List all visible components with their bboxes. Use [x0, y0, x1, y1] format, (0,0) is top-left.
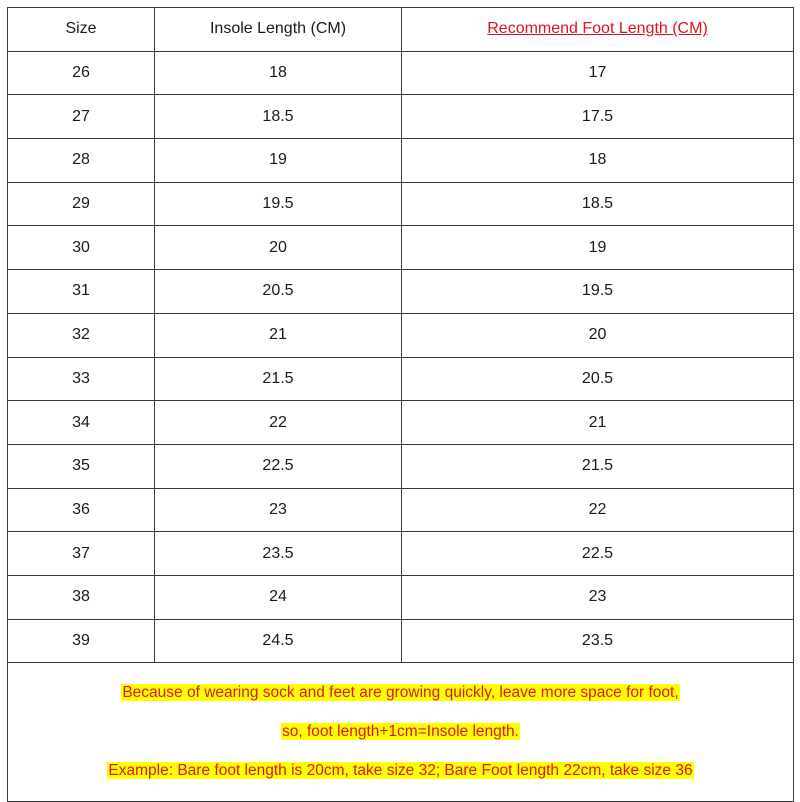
cell-foot-length: 17: [402, 51, 794, 95]
cell-size: 29: [8, 182, 155, 226]
cell-insole-length: 23.5: [155, 532, 402, 576]
cell-insole-length: 22: [155, 401, 402, 445]
table-row: [8, 444, 794, 488]
note-line-2: [8, 721, 793, 743]
table-row: [8, 357, 794, 401]
note-line-3: [8, 760, 793, 782]
cell-insole-length: 24.5: [155, 619, 402, 663]
cell-size: 35: [8, 444, 155, 488]
table-row: [8, 51, 794, 95]
table-row: [8, 95, 794, 139]
cell-foot-length: 18: [402, 139, 794, 183]
note-cell: [8, 663, 794, 802]
table-row: [8, 226, 794, 270]
cell-size: 34: [8, 401, 155, 445]
header-recommend-foot-length: Recommend Foot Length (CM): [402, 8, 794, 52]
size-chart: [7, 7, 793, 794]
table-row: [8, 488, 794, 532]
cell-foot-length: 17.5: [402, 95, 794, 139]
table-row: [8, 139, 794, 183]
note-text-3: Example: Bare foot length is 20cm, take size 32; Bare Foot length 22cm, take size 36: [108, 762, 693, 780]
note-text-2: so, foot length+1cm=Insole length.: [282, 723, 519, 741]
cell-insole-length: 23: [155, 488, 402, 532]
table-row: [8, 532, 794, 576]
cell-foot-length: 20.5: [402, 357, 794, 401]
cell-insole-length: 20: [155, 226, 402, 270]
cell-size: 33: [8, 357, 155, 401]
note-text-1: Because of wearing sock and feet are growing quickly, leave more space for foot,: [122, 684, 679, 702]
note-line-1: [8, 682, 793, 704]
cell-size: 30: [8, 226, 155, 270]
cell-insole-length: 21.5: [155, 357, 402, 401]
size-table: [7, 7, 794, 802]
header-size: Size: [8, 8, 155, 52]
cell-size: 28: [8, 139, 155, 183]
table-row: [8, 313, 794, 357]
cell-insole-length: 19: [155, 139, 402, 183]
cell-size: 26: [8, 51, 155, 95]
cell-foot-length: 22: [402, 488, 794, 532]
cell-size: 32: [8, 313, 155, 357]
cell-foot-length: 23: [402, 575, 794, 619]
cell-size: 36: [8, 488, 155, 532]
cell-foot-length: 19.5: [402, 270, 794, 314]
table-row: [8, 575, 794, 619]
table-body: [8, 51, 794, 663]
cell-size: 31: [8, 270, 155, 314]
cell-size: 37: [8, 532, 155, 576]
cell-insole-length: 21: [155, 313, 402, 357]
table-row: [8, 619, 794, 663]
cell-insole-length: 20.5: [155, 270, 402, 314]
cell-size: 39: [8, 619, 155, 663]
table-header-row: [8, 8, 794, 52]
cell-foot-length: 22.5: [402, 532, 794, 576]
cell-size: 27: [8, 95, 155, 139]
cell-size: 38: [8, 575, 155, 619]
cell-insole-length: 18.5: [155, 95, 402, 139]
cell-insole-length: 24: [155, 575, 402, 619]
table-row: [8, 182, 794, 226]
cell-foot-length: 21: [402, 401, 794, 445]
table-row: [8, 401, 794, 445]
cell-foot-length: 21.5: [402, 444, 794, 488]
cell-foot-length: 18.5: [402, 182, 794, 226]
table-row: [8, 270, 794, 314]
cell-foot-length: 23.5: [402, 619, 794, 663]
cell-insole-length: 22.5: [155, 444, 402, 488]
cell-insole-length: 19.5: [155, 182, 402, 226]
cell-foot-length: 19: [402, 226, 794, 270]
note-row: [8, 663, 794, 802]
cell-insole-length: 18: [155, 51, 402, 95]
cell-foot-length: 20: [402, 313, 794, 357]
header-insole-length: Insole Length (CM): [155, 8, 402, 52]
